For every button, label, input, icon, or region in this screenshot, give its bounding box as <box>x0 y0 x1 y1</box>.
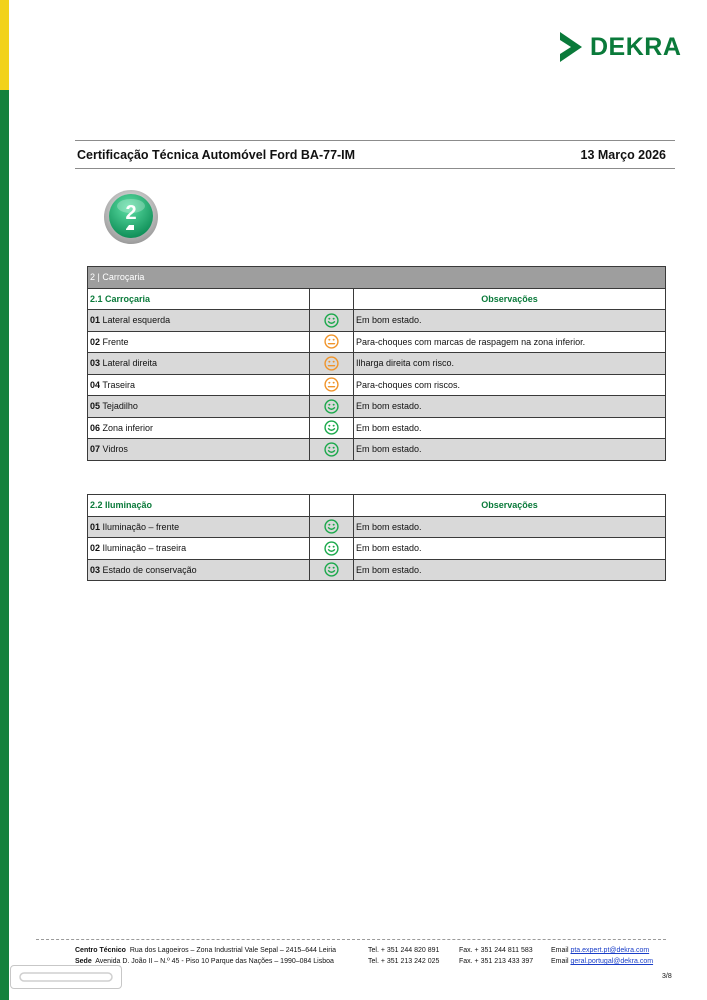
item-observation: Em bom estado. <box>354 516 666 538</box>
item-label: Iluminação – traseira <box>102 543 187 554</box>
footer-addresses <box>75 945 336 967</box>
email-label: Email <box>551 958 569 965</box>
item-number: 01 <box>90 521 101 532</box>
item-number: 04 <box>90 379 101 390</box>
item-label: Lateral esquerda <box>102 315 171 326</box>
table-row <box>88 516 666 538</box>
item-observation: Em bom estado. <box>354 439 666 461</box>
document-title-bar <box>75 140 675 169</box>
side-stripe-yellow <box>0 0 9 90</box>
smiley-happy-icon <box>310 559 354 581</box>
item-label: Traseira <box>102 379 136 390</box>
item-number: 03 <box>90 358 101 369</box>
item-number: 06 <box>90 422 101 433</box>
observations-header: Observações <box>354 288 666 310</box>
watermark-logo <box>10 965 122 989</box>
item-label: Frente <box>102 336 129 347</box>
item-observation: Em bom estado. <box>354 417 666 439</box>
item-cell <box>88 374 310 396</box>
dekra-logo-icon <box>558 30 584 64</box>
table-row <box>88 331 666 353</box>
table-row <box>88 374 666 396</box>
item-number: 05 <box>90 401 101 412</box>
item-number: 02 <box>90 543 101 554</box>
dekra-logo <box>558 30 681 64</box>
observations-header: Observações <box>354 495 666 517</box>
smiley-happy-icon <box>310 310 354 332</box>
table-row <box>88 417 666 439</box>
item-observation: Em bom estado. <box>354 310 666 332</box>
centro-email-link[interactable]: pta.expert.pt@dekra.com <box>570 947 650 954</box>
document-date: 13 Março 2026 <box>580 147 666 162</box>
document-title: Certificação Técnica Automóvel Ford BA-77-IM <box>77 147 356 162</box>
subsection-title: 2.2 Iluminação <box>88 495 310 517</box>
item-cell <box>88 331 310 353</box>
section-header-row <box>88 267 666 289</box>
section-title: 2 | Carroçaria <box>88 267 666 289</box>
smiley-happy-icon <box>310 439 354 461</box>
item-observation: Ilharga direita com risco. <box>354 353 666 375</box>
subsection-header-row <box>88 495 666 517</box>
item-cell <box>88 353 310 375</box>
item-observation: Para-choques com riscos. <box>354 374 666 396</box>
sede-label: Sede <box>75 958 92 965</box>
smiley-happy-icon <box>310 396 354 418</box>
item-label: Estado de conservação <box>102 564 197 575</box>
item-cell <box>88 439 310 461</box>
email-label: Email <box>551 947 569 954</box>
sede-tel: Tel. + 351 213 242 025 <box>368 958 440 965</box>
section-number-badge <box>103 188 159 244</box>
sede-email-link[interactable]: geral.portugal@dekra.com <box>570 958 654 965</box>
item-number: 07 <box>90 444 101 455</box>
smiley-neutral-icon <box>310 331 354 353</box>
table-row <box>88 538 666 560</box>
item-cell <box>88 396 310 418</box>
centro-fax: Fax. + 351 244 811 583 <box>459 947 533 954</box>
smiley-neutral-icon <box>310 374 354 396</box>
item-number: 01 <box>90 315 101 326</box>
item-label: Iluminação – frente <box>102 521 180 532</box>
iluminacao-table <box>87 494 666 581</box>
smiley-happy-icon <box>310 417 354 439</box>
item-cell <box>88 538 310 560</box>
table-row <box>88 559 666 581</box>
item-label: Zona inferior <box>102 422 154 433</box>
item-observation: Para-choques com marcas de raspagem na zona inferior. <box>354 331 666 353</box>
section-number: 2 <box>125 202 137 224</box>
subsection-header-row <box>88 288 666 310</box>
smiley-neutral-icon <box>310 353 354 375</box>
item-observation: Em bom estado. <box>354 559 666 581</box>
page-number: 3/8 <box>662 973 672 980</box>
carrocaria-table <box>87 266 666 461</box>
smiley-happy-icon <box>310 538 354 560</box>
smiley-happy-icon <box>310 516 354 538</box>
centro-label: Centro Técnico <box>75 947 126 954</box>
sede-fax: Fax. + 351 213 433 397 <box>459 958 534 965</box>
table-row <box>88 439 666 461</box>
item-label: Vidros <box>102 444 128 455</box>
item-number: 03 <box>90 564 101 575</box>
centro-address: Rua dos Lagoeiros – Zona Industrial Vale Sepal – 2415–644 Leiria <box>129 947 336 954</box>
footer-emails <box>551 945 653 967</box>
item-cell <box>88 516 310 538</box>
footer-phones <box>368 945 439 967</box>
brand-name: DEKRA <box>590 32 682 61</box>
side-stripe-green <box>0 90 9 1000</box>
footer-divider <box>36 939 666 940</box>
item-cell <box>88 417 310 439</box>
item-observation: Em bom estado. <box>354 538 666 560</box>
item-number: 02 <box>90 336 101 347</box>
table-row <box>88 396 666 418</box>
item-observation: Em bom estado. <box>354 396 666 418</box>
item-label: Tejadilho <box>102 401 138 412</box>
subsection-title: 2.1 Carroçaria <box>88 288 310 310</box>
table-row <box>88 310 666 332</box>
table-row <box>88 353 666 375</box>
footer-faxes <box>459 945 533 967</box>
item-cell <box>88 310 310 332</box>
sede-address: Avenida D. João II – N.º 45 - Piso 10 Parque das Nações – 1990–084 Lisboa <box>95 958 334 965</box>
item-cell <box>88 559 310 581</box>
centro-tel: Tel. + 351 244 820 891 <box>368 947 440 954</box>
item-label: Lateral direita <box>102 358 158 369</box>
